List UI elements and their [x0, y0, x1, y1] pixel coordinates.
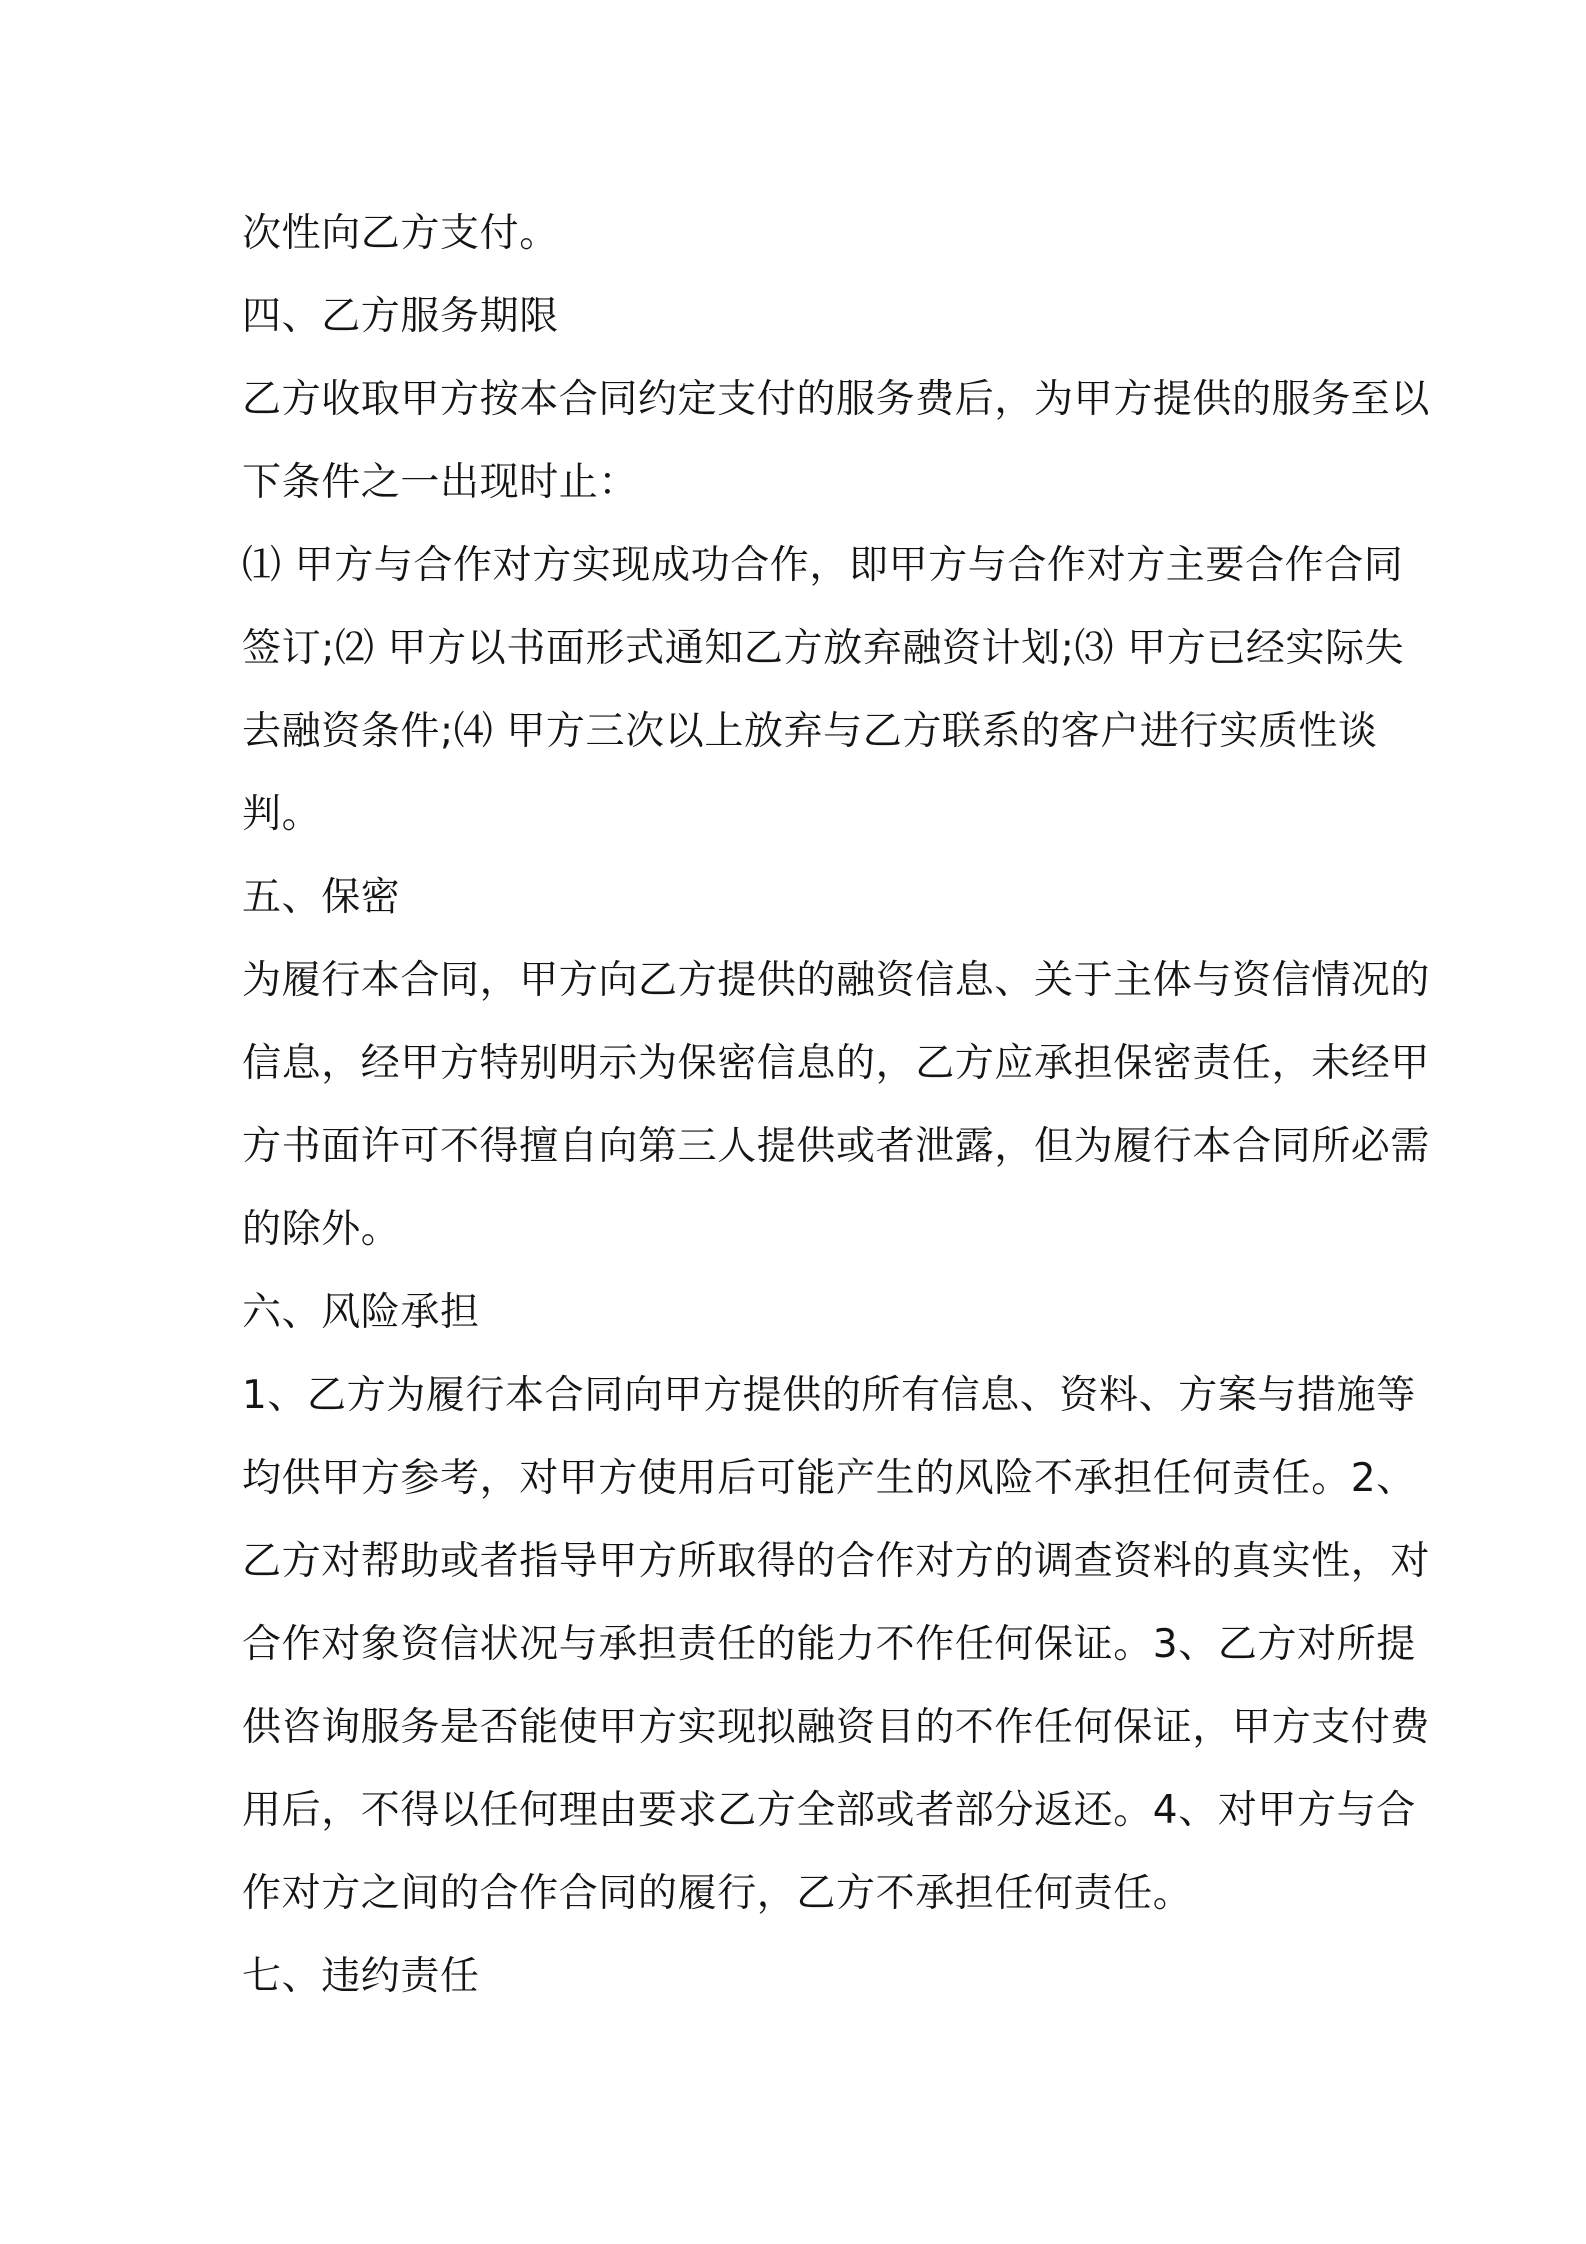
text-line: 作对方之间的合作合同的履行，乙方不承担任何责任。	[242, 1871, 1193, 1916]
text-line: 供咨询服务是否能使甲方实现拟融资目的不作任何保证，甲方支付费	[242, 1705, 1431, 1750]
text-line: ⑴ 甲方与合作对方实现成功合作，即甲方与合作对方主要合作合同	[242, 543, 1404, 588]
text-line: 信息，经甲方特别明示为保密信息的，乙方应承担保密责任，未经甲	[242, 1041, 1431, 1086]
text-line: 为履行本合同，甲方向乙方提供的融资信息、关于主体与资信情况的	[242, 958, 1431, 1003]
section-heading-6: 六、风险承担	[242, 1290, 480, 1335]
text-line: 的除外。	[242, 1207, 401, 1252]
text-line: 乙方对帮助或者指导甲方所取得的合作对方的调查资料的真实性，对	[242, 1539, 1431, 1584]
text-line: 均供甲方参考，对甲方使用后可能产生的风险不承担任何责任。2、	[242, 1456, 1416, 1501]
text-line: 去融资条件;⑷ 甲方三次以上放弃与乙方联系的客户进行实质性谈	[242, 709, 1378, 754]
section-heading-4: 四、乙方服务期限	[242, 294, 559, 339]
text-line: 下条件之一出现时止：	[242, 460, 639, 505]
document-body	[242, 192, 1431, 2018]
text-line: 1、乙方为履行本合同向甲方提供的所有信息、资料、方案与措施等	[242, 1373, 1416, 1418]
section-heading-5: 五、保密	[242, 875, 401, 920]
text-line: 判。	[242, 792, 322, 837]
text-line: 合作对象资信状况与承担责任的能力不作任何保证。3、乙方对所提	[242, 1622, 1416, 1667]
section-heading-7: 七、违约责任	[242, 1954, 480, 1999]
text-line: 用后，不得以任何理由要求乙方全部或者部分返还。4、对甲方与合	[242, 1788, 1416, 1833]
text-line: 方书面许可不得擅自向第三人提供或者泄露，但为履行本合同所必需	[242, 1124, 1431, 1169]
text-line: 次性向乙方支付。	[242, 211, 559, 256]
text-line: 签订;⑵ 甲方以书面形式通知乙方放弃融资计划;⑶ 甲方已经实际失	[242, 626, 1405, 671]
text-line: 乙方收取甲方按本合同约定支付的服务费后，为甲方提供的服务至以	[242, 377, 1431, 422]
